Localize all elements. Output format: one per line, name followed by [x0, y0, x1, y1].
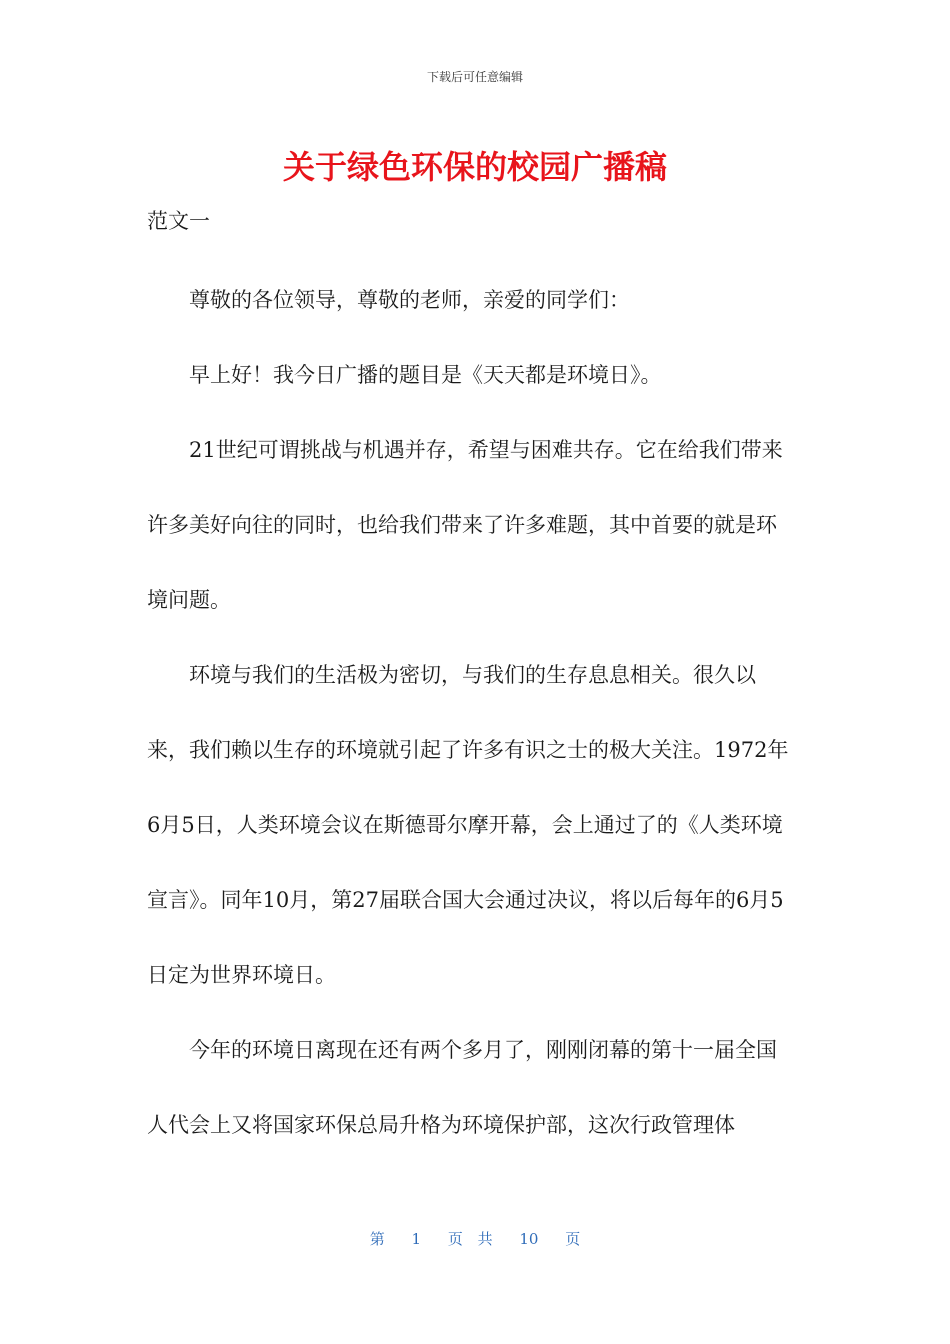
paragraph-current: 今年的环境日离现在还有两个多月了，刚刚闭幕的第十一届全国人代会上又将国家环保总局升格为环境保护部，这次行政管理体	[147, 1038, 777, 1137]
section-label: 范文一	[147, 209, 210, 233]
document-title: 关于绿色环保的校园广播稿	[282, 148, 667, 186]
footer-suffix: 页	[565, 1230, 581, 1248]
footer-total-pages: 10	[519, 1230, 539, 1248]
page-header: 下载后可任意编辑	[426, 70, 523, 84]
footer-page-number: 1	[411, 1230, 422, 1248]
page-footer	[0, 1228, 950, 1249]
paragraph-history: 环境与我们的生活极为密切，与我们的生存息息相关。很久以来，我们赖以生存的环境就引起了许多有识之士的极大关注。1972年6月5日，人类环境会议在斯德哥尔摩开幕，会上通过了的《人类环境宣言》。同年10月，第27届联合国大会通过决议，将以后每年的6月5日定为世界环境日。	[147, 663, 789, 987]
footer-prefix: 第	[369, 1230, 385, 1248]
paragraph-challenge: 21世纪可谓挑战与机遇并存，希望与困难共存。它在给我们带来许多美好向往的同时，也给我们带来了许多难题，其中首要的就是环境问题。	[147, 438, 783, 612]
footer-middle: 页 共	[447, 1230, 493, 1248]
document-body	[147, 263, 797, 1163]
paragraph-greeting: 早上好！我今日广播的题目是《天天都是环境日》。	[189, 363, 662, 387]
paragraph-salutation: 尊敬的各位领导，尊敬的老师，亲爱的同学们：	[189, 288, 630, 312]
